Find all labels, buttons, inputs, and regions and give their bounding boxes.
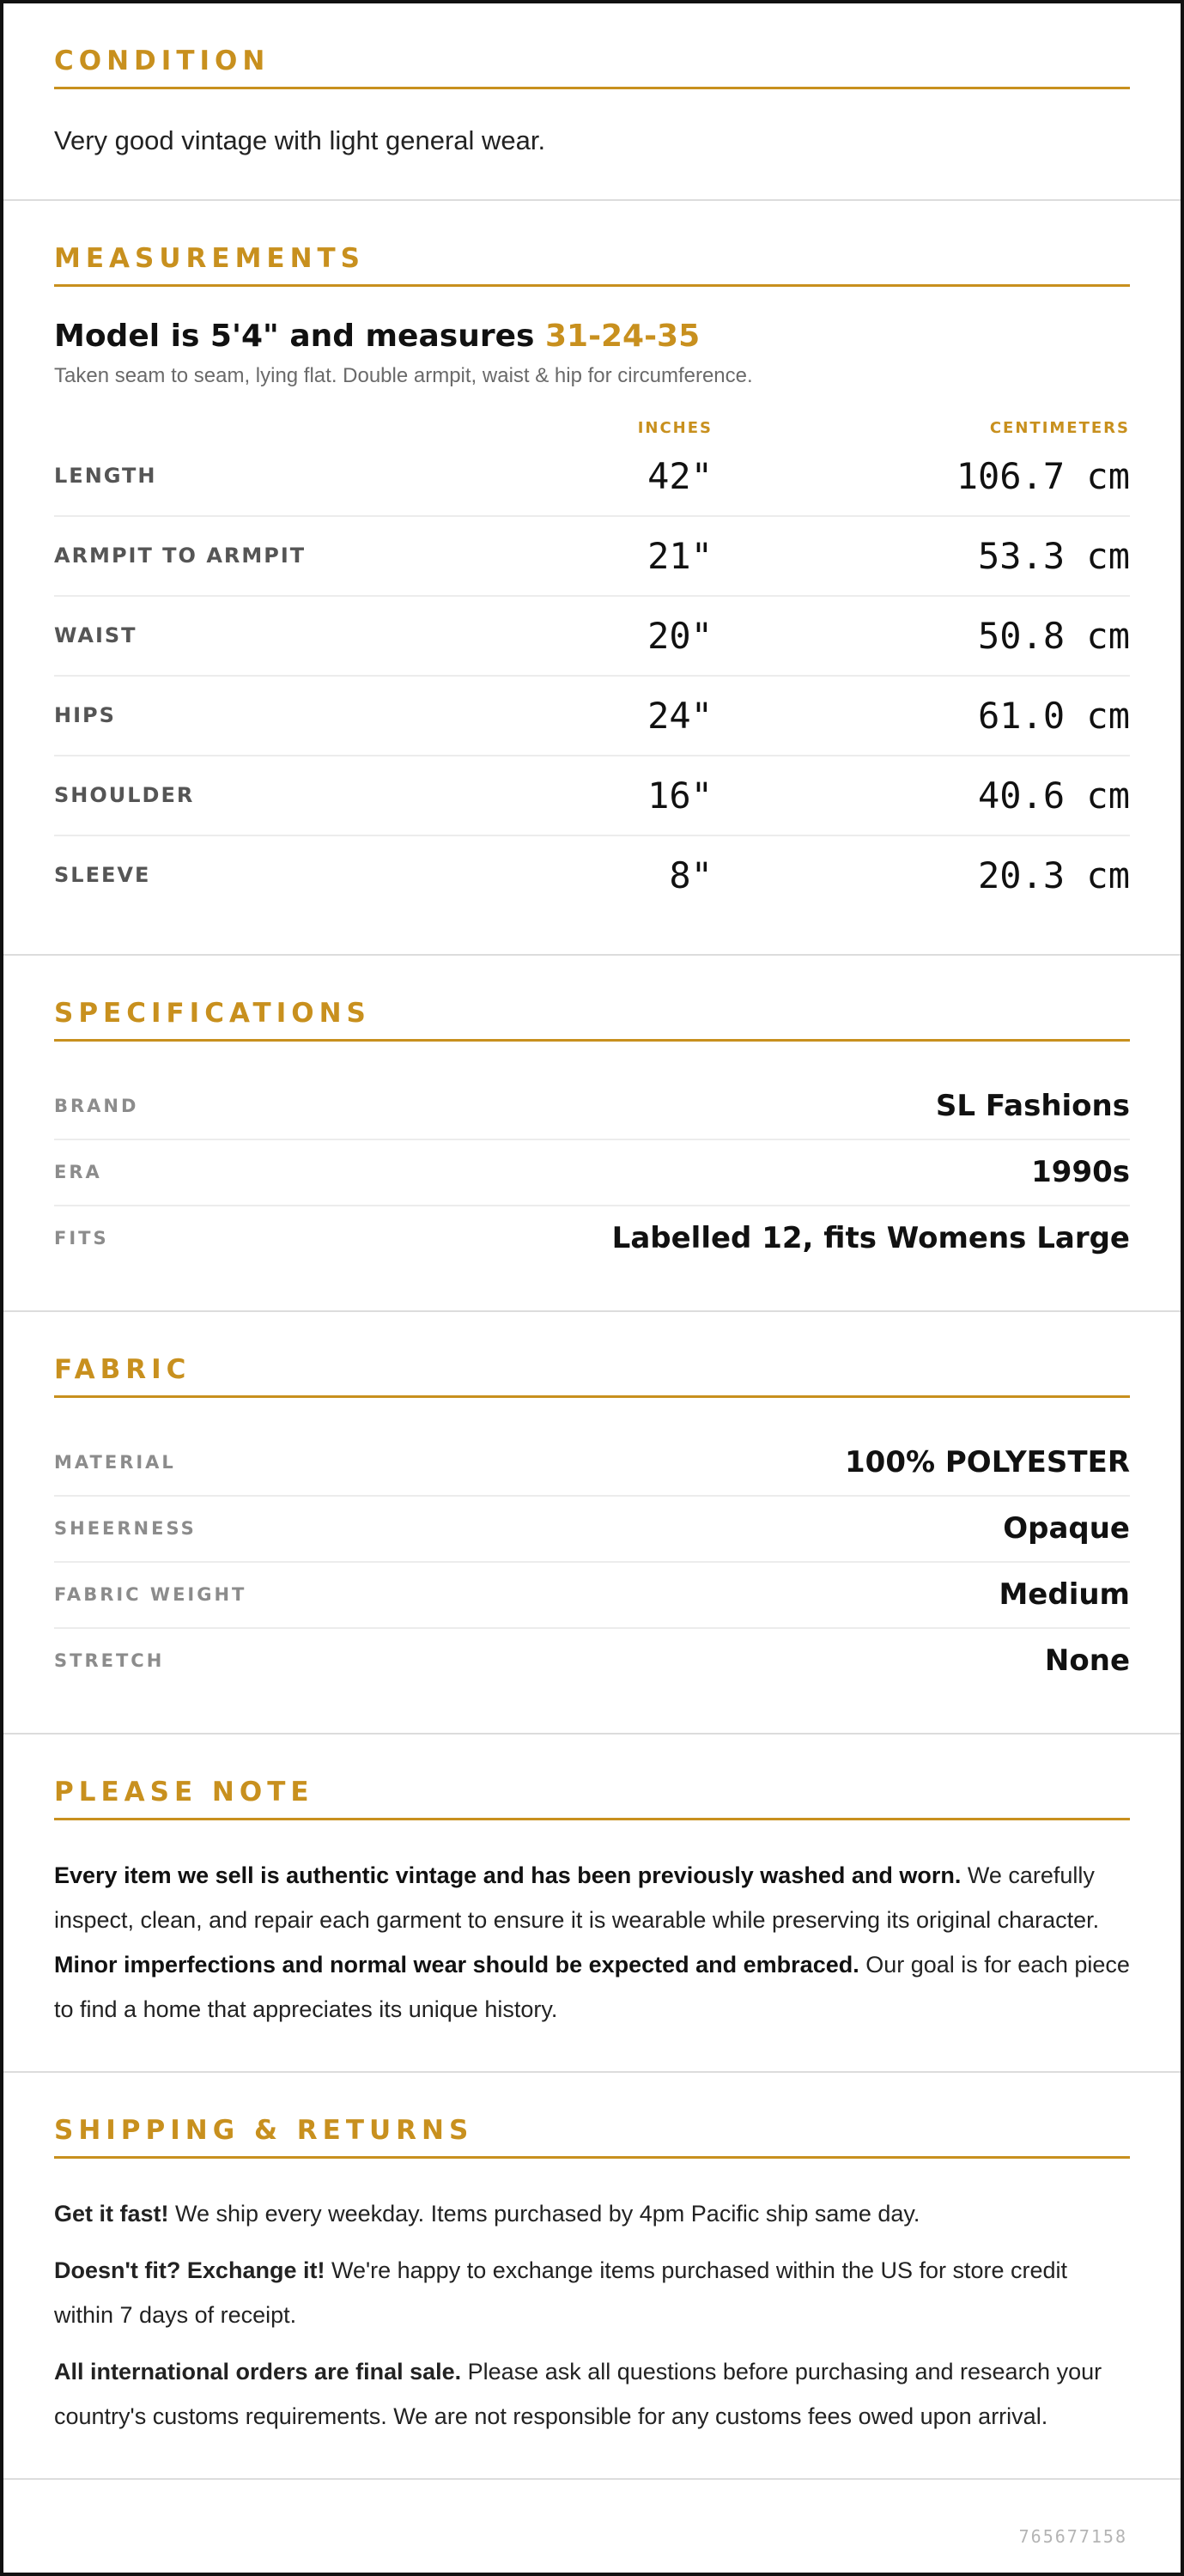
shipping-paragraph-fast xyxy=(54,2191,1130,2236)
spec-value: Labelled 12, fits Womens Large xyxy=(611,1221,1130,1256)
measurements-header xyxy=(54,419,1130,437)
specifications-section xyxy=(3,956,1181,1312)
model-prefix: Model is 5'4" and measures xyxy=(54,319,545,354)
fabric-row xyxy=(54,1629,1130,1693)
fabric-title: FABRIC xyxy=(54,1357,1130,1398)
measurement-inches: 24" xyxy=(647,694,713,737)
measurement-row xyxy=(54,597,1130,677)
fabric-value: 100% POLYESTER xyxy=(845,1445,1130,1480)
item-id: 765677158 xyxy=(1018,2526,1127,2547)
shipping-paragraph-international xyxy=(54,2349,1130,2439)
shipping-text-1: We ship every weekday. Items purchased by 4pm Pacific ship same day. xyxy=(168,2200,920,2227)
fabric-row xyxy=(54,1497,1130,1563)
measurement-inches: 42" xyxy=(647,454,713,497)
model-measurements xyxy=(54,319,1130,354)
fabric-key: SHEERNESS xyxy=(54,1518,197,1540)
fabric-list xyxy=(54,1431,1130,1693)
condition-section xyxy=(3,3,1181,201)
fabric-section xyxy=(3,1312,1181,1735)
model-measure-value: 31-24-35 xyxy=(544,319,701,354)
measurement-label: SLEEVE xyxy=(54,863,151,888)
shipping-text-3: Please ask all questions before purchasing and research your country's customs requirements. We are not responsible for any customs fees owed upon arrival. xyxy=(54,2358,1102,2429)
shipping-bold-3: All international orders are final sale. xyxy=(54,2358,462,2385)
measurement-row xyxy=(54,756,1130,836)
specifications-list xyxy=(54,1074,1130,1271)
measurement-cm: 53.3 cm xyxy=(977,534,1130,577)
spec-value: 1990s xyxy=(1031,1155,1130,1190)
measurement-label: HIPS xyxy=(54,703,116,728)
shipping-bold-2: Doesn't fit? Exchange it! xyxy=(54,2257,325,2283)
measurement-row xyxy=(54,677,1130,756)
note-bold-1: Every item we sell is authentic vintage and has been previously washed and worn. xyxy=(54,1862,962,1888)
note-bold-2: Minor imperfections and normal wear should be expected and embraced. xyxy=(54,1951,859,1978)
specifications-title: SPECIFICATIONS xyxy=(54,1000,1130,1042)
spec-row xyxy=(54,1074,1130,1140)
please-note-section xyxy=(3,1735,1181,2073)
condition-text: Very good vintage with light general wear. xyxy=(54,125,546,155)
shipping-text-2: We're happy to exchange items purchased within the US for store credit within 7 days of receipt. xyxy=(54,2257,1068,2328)
fabric-value: None xyxy=(1044,1643,1130,1679)
spec-row xyxy=(54,1140,1130,1206)
shipping-section xyxy=(3,2073,1181,2480)
measurement-row xyxy=(54,836,1130,914)
measurement-inches: 21" xyxy=(647,534,713,577)
measurement-row xyxy=(54,517,1130,597)
measurement-cm: 40.6 cm xyxy=(977,774,1130,817)
measurement-subnote: Taken seam to seam, lying flat. Double armpit, waist & hip for circumference. xyxy=(54,363,753,387)
spec-key: BRAND xyxy=(54,1096,139,1117)
fabric-row xyxy=(54,1431,1130,1497)
shipping-title: SHIPPING & RETURNS xyxy=(54,2117,1130,2159)
measurements-section xyxy=(3,201,1181,956)
measurement-inches: 8" xyxy=(669,854,713,896)
fabric-key: MATERIAL xyxy=(54,1452,176,1473)
note-text-1: We carefully inspect, clean, and repair each garment to ensure it is wearable while preserving its original character. xyxy=(54,1862,1100,1933)
fabric-value: Opaque xyxy=(1003,1511,1130,1546)
fabric-row xyxy=(54,1563,1130,1629)
inches-column-header: INCHES xyxy=(637,418,713,437)
measurement-inches: 16" xyxy=(647,774,713,817)
fabric-value: Medium xyxy=(999,1577,1130,1613)
spec-key: FITS xyxy=(54,1228,109,1249)
shipping-paragraph-exchange xyxy=(54,2248,1130,2337)
measurement-label: WAIST xyxy=(54,623,137,648)
measurement-cm: 50.8 cm xyxy=(977,614,1130,657)
measurement-label: LENGTH xyxy=(54,464,157,489)
note-text-2: Our goal is for each piece to find a home that appreciates its unique history. xyxy=(54,1951,1130,2022)
please-note-text xyxy=(54,1853,1130,2032)
please-note-title: PLEASE NOTE xyxy=(54,1779,1130,1820)
measurement-cm: 106.7 cm xyxy=(956,454,1130,497)
fabric-key: FABRIC WEIGHT xyxy=(54,1584,247,1606)
spec-row xyxy=(54,1206,1130,1271)
spec-value: SL Fashions xyxy=(935,1089,1130,1124)
measurement-inches: 20" xyxy=(647,614,713,657)
measurement-cm: 20.3 cm xyxy=(977,854,1130,896)
shipping-bold-1: Get it fast! xyxy=(54,2200,169,2227)
centimeters-column-header: CENTIMETERS xyxy=(989,418,1130,437)
measurement-label: SHOULDER xyxy=(54,783,195,808)
spec-key: ERA xyxy=(54,1162,102,1183)
measurement-row xyxy=(54,437,1130,517)
fabric-key: STRETCH xyxy=(54,1650,165,1672)
measurements-table xyxy=(54,437,1130,914)
measurements-title: MEASUREMENTS xyxy=(54,246,1130,287)
measurement-cm: 61.0 cm xyxy=(977,694,1130,737)
condition-title: CONDITION xyxy=(54,48,1130,89)
measurement-label: ARMPIT TO ARMPIT xyxy=(54,544,307,568)
